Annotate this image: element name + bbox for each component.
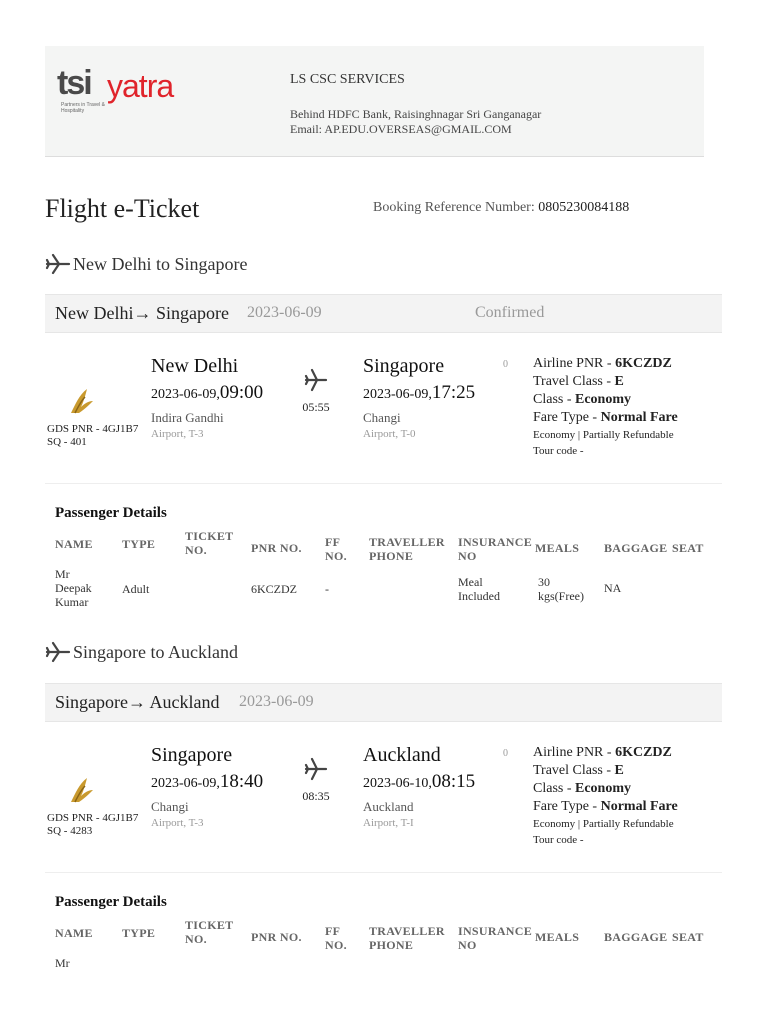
col-ticket <box>185 918 233 946</box>
fare-info <box>533 355 678 459</box>
airline-logo-icon <box>65 385 97 417</box>
travel-class-value: E <box>614 374 624 389</box>
baggage-line-2: kgs(Free) <box>538 589 584 603</box>
booking-ref-value: 0805230084188 <box>538 200 630 215</box>
segment-heading <box>45 641 238 663</box>
arrival-datetime <box>363 771 475 793</box>
col-insurance-l1: INSURANCE <box>458 924 533 938</box>
logo-tsi: tsi <box>57 64 91 102</box>
gds-info <box>47 423 138 449</box>
meals-line-2: Included <box>458 589 500 603</box>
gds-pnr: GDS PNR - 4GJ1B7 <box>47 812 139 824</box>
travel-class-label: Travel Class - <box>533 374 615 389</box>
route-text: New Delhi→ Singapore <box>55 303 229 323</box>
airline-logo-icon <box>65 774 97 806</box>
col-meals: MEALS <box>535 930 580 944</box>
col-name: NAME <box>55 537 93 551</box>
flight-details <box>45 355 722 484</box>
col-ff-l1: FF <box>325 535 341 549</box>
passenger-details-heading: Passenger Details <box>55 894 167 910</box>
status-text: Confirmed <box>475 304 545 321</box>
col-seat: SEAT <box>672 541 704 555</box>
agency-name: LS CSC SERVICES <box>290 72 405 87</box>
passenger-pnr: 6KCZDZ <box>251 582 297 596</box>
duration-text: 08:35 <box>302 789 330 803</box>
route-bar <box>45 683 722 722</box>
col-insurance-l2: NO <box>458 549 477 563</box>
email-line: Email: AP.EDU.OVERSEAS@GMAIL.COM <box>290 122 512 136</box>
page-title: Flight e-Ticket <box>45 194 200 223</box>
col-ticket-l1: TICKET <box>185 529 234 543</box>
fare-type-label: Fare Type - <box>533 799 601 814</box>
col-traveller-phone <box>369 924 445 952</box>
passenger-meals <box>458 575 500 603</box>
col-insurance-l2: NO <box>458 938 477 952</box>
col-traveller-phone <box>369 535 445 563</box>
fare-note: Economy | Partially Refundable <box>533 818 674 830</box>
airline-pnr-value: 6KCZDZ <box>615 356 672 371</box>
departure-city: New Delhi <box>151 355 239 377</box>
col-traveller-l2: PHONE <box>369 549 414 563</box>
departure <box>151 744 263 829</box>
col-ticket <box>185 529 233 557</box>
route-date: 2023-06-09 <box>247 304 322 321</box>
col-ff <box>325 535 347 563</box>
name-line-1: Mr <box>55 956 70 970</box>
airplane-icon <box>45 253 71 275</box>
col-baggage: BAGGAGE <box>604 930 668 944</box>
logo-yatra: yatra <box>107 68 174 104</box>
col-insurance <box>458 535 532 563</box>
fare-type-value: Normal Fare <box>600 410 678 425</box>
logo-tagline: Partners in Travel & Hospitality <box>61 102 105 114</box>
arrival-date: 2023-06-09, <box>363 387 432 402</box>
fare-type-value: Normal Fare <box>600 799 678 814</box>
airline-pnr-value: 6KCZDZ <box>615 745 672 760</box>
col-ff <box>325 924 347 952</box>
arrival-city: Auckland <box>363 744 441 766</box>
meals-line-1: Meal <box>458 575 483 589</box>
passenger-seat: NA <box>604 581 622 595</box>
col-type: TYPE <box>122 926 156 940</box>
booking-ref-label: Booking Reference Number: <box>373 200 535 215</box>
departure-airport: Changi <box>151 799 189 814</box>
travel-class-label: Travel Class - <box>533 763 615 778</box>
route-date: 2023-06-09 <box>239 693 314 710</box>
fare-note: Economy | Partially Refundable <box>533 429 674 441</box>
name-line-3: Kumar <box>55 595 89 609</box>
arrival <box>363 744 475 829</box>
baggage-line-1: 30 <box>538 575 550 589</box>
travel-class-value: E <box>614 763 624 778</box>
arrival-airport: Auckland <box>363 799 414 814</box>
flight-duration <box>299 367 333 415</box>
airplane-icon <box>45 641 71 663</box>
departure-datetime <box>151 382 263 404</box>
arrival-date: 2023-06-10, <box>363 776 432 791</box>
col-ticket-l1: TICKET <box>185 918 234 932</box>
col-baggage: BAGGAGE <box>604 541 668 555</box>
tsi-yatra-logo <box>57 64 207 124</box>
arrival-time: 08:15 <box>431 771 476 792</box>
cabin-class <box>533 780 678 798</box>
cabin-class-label: Class - <box>533 392 575 407</box>
airplane-icon <box>303 756 329 782</box>
col-ff-l1: FF <box>325 924 341 938</box>
airline-pnr <box>533 744 678 762</box>
airline-pnr-label: Airline PNR - <box>533 745 616 760</box>
cabin-class-value: Economy <box>575 781 631 796</box>
departure-date: 2023-06-09, <box>151 776 220 791</box>
passenger-type: Adult <box>122 582 150 596</box>
travel-class <box>533 373 678 391</box>
agency-address <box>290 107 541 137</box>
name-line-1: Mr <box>55 567 70 581</box>
col-insurance-l1: INSURANCE <box>458 535 533 549</box>
address-line: Behind HDFC Bank, Raisinghnagar Sri Ganganagar <box>290 107 542 121</box>
departure-city: Singapore <box>151 744 233 766</box>
airline-pnr <box>533 355 678 373</box>
tour-code: Tour code - <box>533 445 584 457</box>
fare-info <box>533 744 678 848</box>
col-ff-l2: NO. <box>325 938 347 952</box>
passenger-baggage <box>538 575 584 603</box>
arrival-time: 17:25 <box>431 382 476 403</box>
col-ticket-l2: NO. <box>185 543 207 557</box>
segment-heading-text: Singapore to Auckland <box>73 641 238 662</box>
duration-text: 05:55 <box>302 400 330 414</box>
departure <box>151 355 263 440</box>
passenger-name <box>55 567 92 609</box>
flight-details <box>45 744 722 873</box>
airline-pnr-label: Airline PNR - <box>533 356 616 371</box>
col-name: NAME <box>55 926 93 940</box>
cabin-class <box>533 391 678 409</box>
arrival-terminal: Airport, T-I <box>363 817 414 829</box>
passenger-details-heading: Passenger Details <box>55 505 167 521</box>
gds-info <box>47 812 138 838</box>
arrival-airport: Changi <box>363 410 401 425</box>
fare-type-label: Fare Type - <box>533 410 601 425</box>
airplane-icon <box>303 367 329 393</box>
gds-pnr: GDS PNR - 4GJ1B7 <box>47 423 139 435</box>
cabin-class-value: Economy <box>575 392 631 407</box>
arrival-terminal: Airport, T-0 <box>363 428 416 440</box>
name-line-2: Deepak <box>55 581 92 595</box>
col-ff-l2: NO. <box>325 549 347 563</box>
arrival-city: Singapore <box>363 355 445 377</box>
col-ticket-l2: NO. <box>185 932 207 946</box>
col-insurance <box>458 924 532 952</box>
departure-time: 18:40 <box>219 771 264 792</box>
col-pnr: PNR NO. <box>251 541 302 555</box>
col-traveller-l1: TRAVELLER <box>369 924 445 938</box>
departure-time: 09:00 <box>219 382 264 403</box>
stops-count: 0 <box>503 359 508 370</box>
fare-type <box>533 798 678 816</box>
flight-duration <box>299 756 333 804</box>
route-bar <box>45 294 722 333</box>
travel-class <box>533 762 678 780</box>
departure-terminal: Airport, T-3 <box>151 817 204 829</box>
agency-header <box>45 46 704 157</box>
flight-number: SQ - 401 <box>47 436 87 448</box>
stops-count: 0 <box>503 748 508 759</box>
col-type: TYPE <box>122 537 156 551</box>
segment-heading-text: New Delhi to Singapore <box>73 253 248 274</box>
flight-number: SQ - 4283 <box>47 825 93 837</box>
departure-date: 2023-06-09, <box>151 387 220 402</box>
route-text: Singapore→ Auckland <box>55 692 220 712</box>
fare-type <box>533 409 678 427</box>
segment-heading <box>45 253 247 275</box>
passenger-name <box>55 956 70 970</box>
col-traveller-l2: PHONE <box>369 938 414 952</box>
passenger-ff: - <box>325 582 329 596</box>
col-pnr: PNR NO. <box>251 930 302 944</box>
arrival <box>363 355 475 440</box>
booking-reference <box>373 200 629 216</box>
tour-code: Tour code - <box>533 834 584 846</box>
col-seat: SEAT <box>672 930 704 944</box>
col-meals: MEALS <box>535 541 580 555</box>
departure-terminal: Airport, T-3 <box>151 428 204 440</box>
arrival-datetime <box>363 382 475 404</box>
col-traveller-l1: TRAVELLER <box>369 535 445 549</box>
cabin-class-label: Class - <box>533 781 575 796</box>
departure-datetime <box>151 771 263 793</box>
departure-airport: Indira Gandhi <box>151 410 224 425</box>
